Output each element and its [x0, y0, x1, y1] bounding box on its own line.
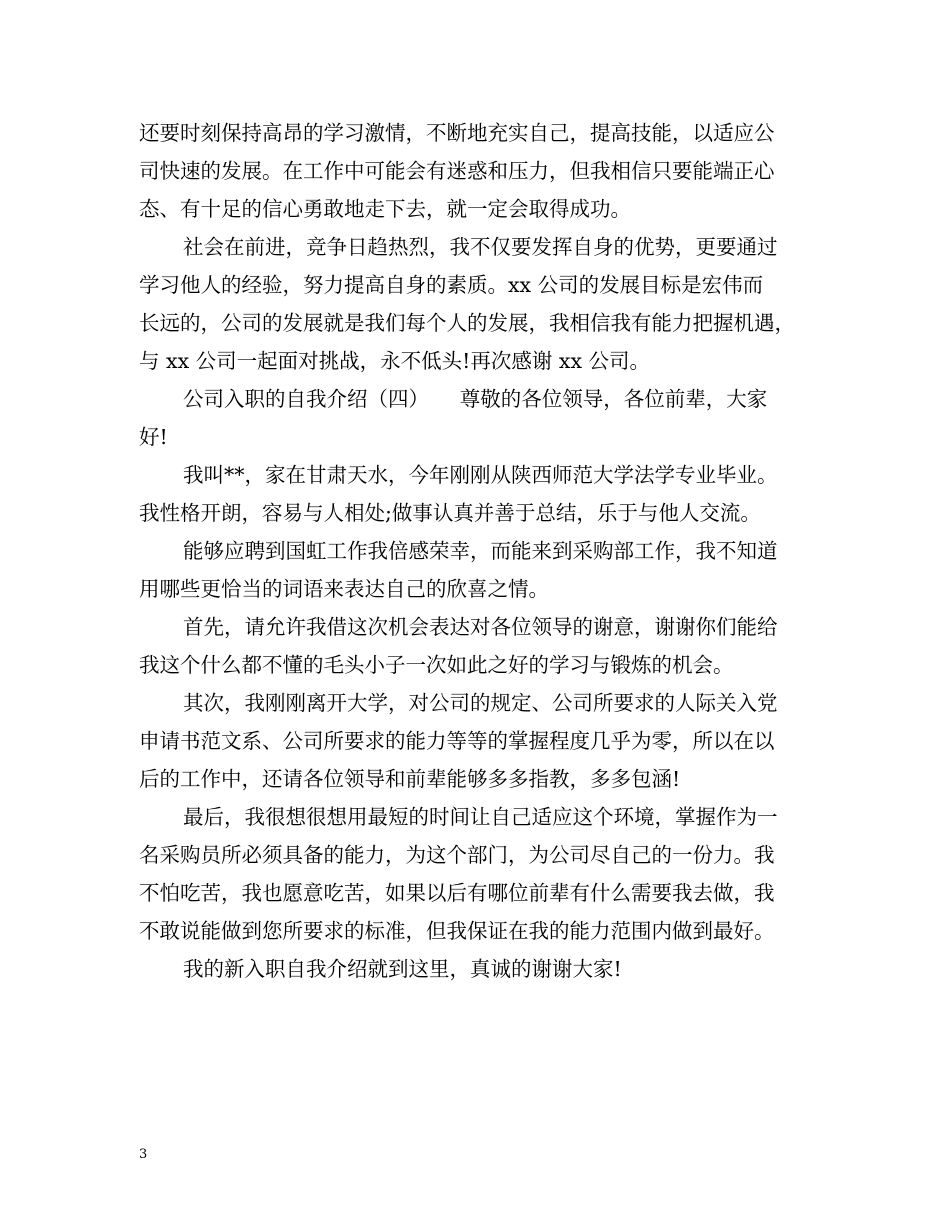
body-text [139, 114, 829, 988]
text-line: 还要时刻保持高昂的学习激情，不断地充实自己，提高技能，以适应公 [139, 121, 775, 145]
text-line: 与 xx 公司一起面对挑战，永不低头!再次感谢 xx 公司。 [139, 349, 651, 373]
text-line: 申请书范文系、公司所要求的能力等等的掌握程度几乎为零，所以在以 [139, 729, 775, 753]
text-line: 名采购员所必须具备的能力，为这个部门，为公司尽自己的一份力。我 [139, 843, 775, 867]
text-line: 能够应聘到国虹工作我倍感荣幸，而能来到采购部工作，我不知道 [183, 539, 778, 563]
text-line: 首先，请允许我借这次机会表达对各位领导的谢意，谢谢你们能给 [183, 615, 778, 639]
text-line: 社会在前进，竞争日趋热烈，我不仅要发挥自身的优势，更要通过 [183, 235, 778, 259]
text-line: 后的工作中，还请各位领导和前辈能够多多指教，多多包涵! [139, 767, 681, 791]
text-line: 司快速的发展。在工作中可能会有迷惑和压力，但我相信只要能端正心 [139, 159, 775, 183]
text-line: 其次，我刚刚离开大学，对公司的规定、公司所要求的人际关入党 [183, 691, 778, 715]
text-line: 最后，我很想很想用最短的时间让自己适应这个环境，掌握作为一 [183, 805, 778, 829]
page-number: 3 [139, 1147, 148, 1162]
text-line: 长远的，公司的发展就是我们每个人的发展，我相信我有能力把握机遇， [139, 311, 795, 335]
text-line: 不怕吃苦，我也愿意吃苦，如果以后有哪位前辈有什么需要我去做，我 [139, 881, 775, 905]
text-line: 我的新入职自我介绍就到这里，真诚的谢谢大家! [183, 957, 622, 981]
text-line: 好! [139, 425, 168, 449]
text-line: 学习他人的经验，努力提高自身的素质。xx 公司的发展目标是宏伟而 [139, 273, 764, 297]
text-line: 用哪些更恰当的词语来表达自己的欣喜之情。 [139, 577, 549, 601]
text-line: 我性格开朗，容易与人相处;做事认真并善于总结，乐于与他人交流。 [139, 501, 761, 525]
text-line: 态、有十足的信心勇敢地走下去，就一定会取得成功。 [139, 197, 631, 221]
text-line: 公司入职的自我介绍（四） 尊敬的各位领导，各位前辈，大家 [183, 387, 768, 411]
text-line: 我这个什么都不懂的毛头小子一次如此之好的学习与锻炼的机会。 [139, 653, 734, 677]
text-line: 不敢说能做到您所要求的标准，但我保证在我的能力范围内做到最好。 [139, 919, 775, 943]
text-line: 我叫**，家在甘肃天水，今年刚刚从陕西师范大学法学专业毕业。 [183, 463, 778, 487]
